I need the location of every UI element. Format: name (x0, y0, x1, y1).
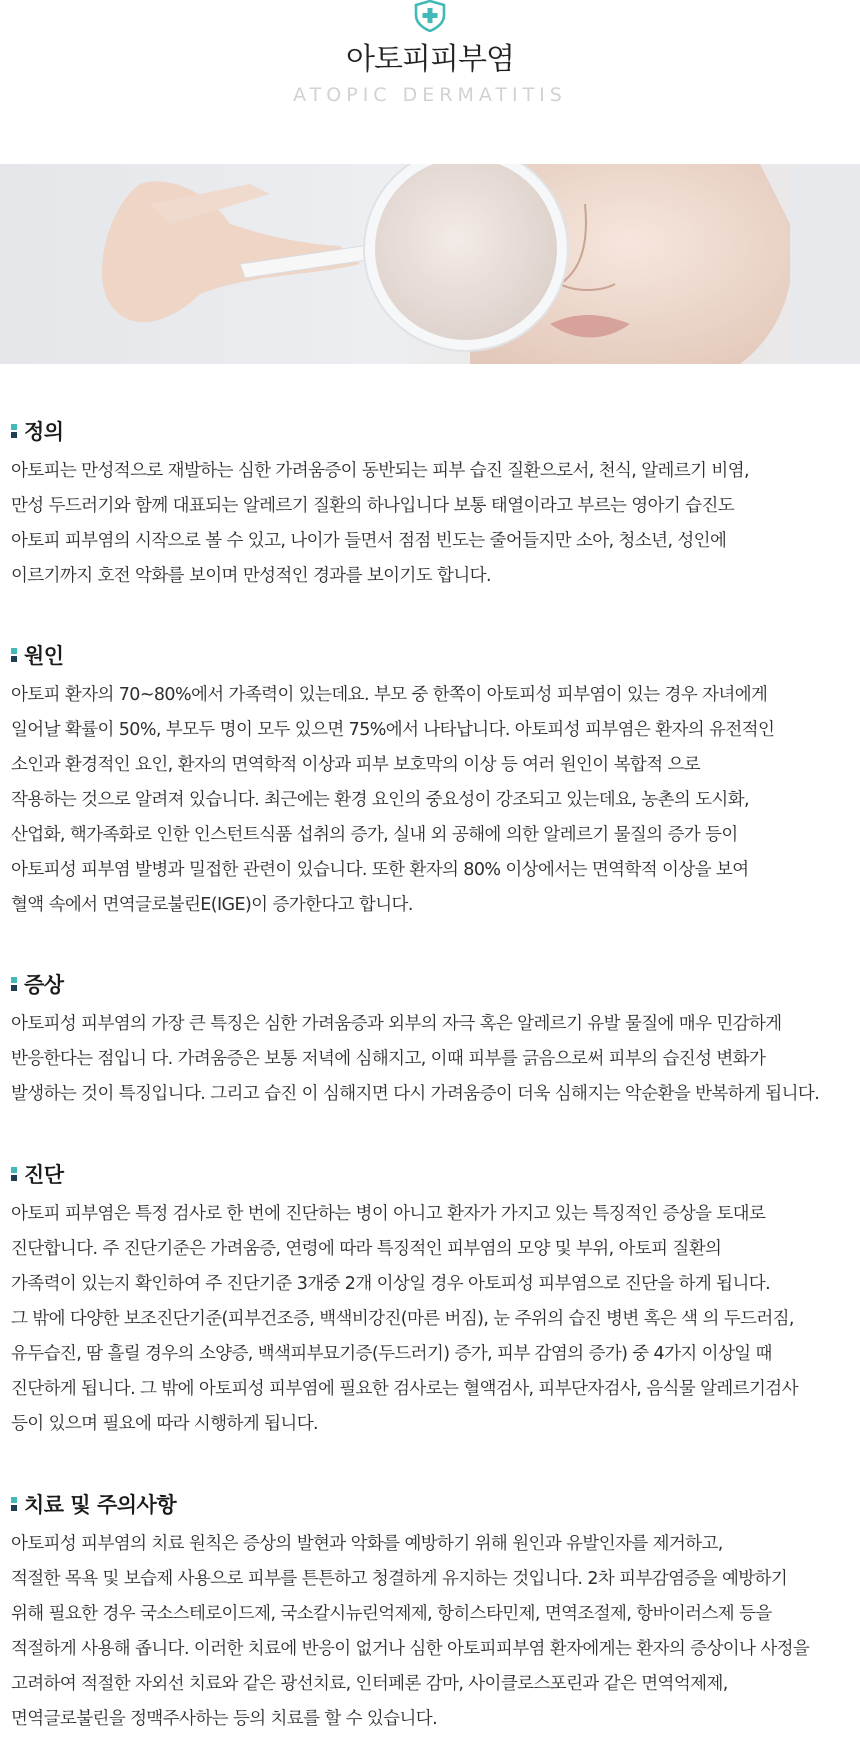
hero-image (0, 164, 860, 364)
bullet-icon (11, 1497, 17, 1511)
section-heading (11, 1489, 851, 1519)
paragraph-line: 가족력이 있는지 확인하여 주 진단기준 3개중 2개 이상일 경우 아토피성 피부염으로 진단을 하게 됩니다. (11, 1274, 771, 1294)
paragraph-line: 발생하는 것이 특징입니다. 그리고 습진 이 심해지면 다시 가려움증이 더욱 심해지는 악순환을 반복하게 됩니다. (11, 1084, 820, 1104)
paragraph-line: 등이 있으며 필요에 따라 시행하게 됩니다. (11, 1414, 318, 1434)
section-heading (11, 1159, 851, 1189)
bullet-icon (11, 648, 17, 662)
section-diagnosis (11, 1159, 851, 1442)
paragraph-line: 면역글로불린을 정맥주사하는 등의 치료를 할 수 있습니다. (11, 1709, 438, 1729)
paragraph-line: 혈액 속에서 면역글로불린E(IGE)이 증가한다고 합니다. (11, 895, 413, 915)
paragraph-line: 아토피는 만성적으로 재발하는 심한 가려움증이 동반되는 피부 습진 질환으로서, 천식, 알레르기 비염, (11, 461, 749, 481)
section-title: 증상 (24, 973, 64, 997)
paragraph-line: 일어날 확률이 50%, 부모두 명이 모두 있으면 75%에서 나타납니다. 아토피성 피부염은 환자의 유전적인 (11, 720, 775, 740)
paragraph-line: 만성 두드러기와 함께 대표되는 알레르기 질환의 하나입니다 보통 태열이라고 부르는 영아기 습진도 (11, 496, 735, 516)
paragraph-line: 적절한 목욕 및 보습제 사용으로 피부를 튼튼하고 청결하게 유지하는 것입니다. 2차 피부감염증을 예방하기 (11, 1569, 788, 1589)
section-heading (11, 640, 851, 670)
bullet-icon (11, 1167, 17, 1181)
paragraph-line: 아토피성 피부염의 가장 큰 특징은 심한 가려움증과 외부의 자극 혹은 알레르기 유발 물질에 매우 민감하게 (11, 1014, 782, 1034)
paragraph-line: 유두습진, 땀 흘릴 경우의 소양증, 백색피부묘기증(두드러기) 증가, 피부 감염의 증가) 중 4가지 이상일 때 (11, 1344, 772, 1364)
paragraph-line: 작용하는 것으로 알려져 있습니다. 최근에는 환경 요인의 중요성이 강조되고 있는데요, 농촌의 도시화, (11, 790, 749, 810)
section-heading (11, 969, 851, 999)
paragraph-line: 진단합니다. 주 진단기준은 가려움증, 연령에 따라 특징적인 피부염의 모양 및 부위, 아토피 질환의 (11, 1239, 722, 1259)
paragraph-line: 아토피 환자의 70~80%에서 가족력이 있는데요. 부모 중 한쪽이 아토피성 피부염이 있는 경우 자녀에게 (11, 685, 768, 705)
paragraph-line: 산업화, 핵가족화로 인한 인스턴트식품 섭취의 증가, 실내 외 공해에 의한 알레르기 물질의 증가 등이 (11, 825, 738, 845)
paragraph-line: 위해 필요한 경우 국소스테로이드제, 국소칼시뉴린억제제, 항히스타민제, 면역조절제, 항바이러스제 등을 (11, 1604, 772, 1624)
section-heading (11, 416, 851, 446)
paragraph-line: 그 밖에 다양한 보조진단기준(피부건조증, 백색비강진(마른 버짐), 눈 주위의 습진 병변 혹은 색 의 두드러짐, (11, 1309, 794, 1329)
bullet-icon (11, 977, 17, 991)
paragraph-line: 반응한다는 점입니 다. 가려움증은 보통 저녁에 심해지고, 이때 피부를 긁음으로써 피부의 습진성 변화가 (11, 1049, 766, 1069)
paragraph-line: 소인과 환경적인 요인, 환자의 면역학적 이상과 피부 보호막의 이상 등 여러 원인이 복합적 으로 (11, 755, 701, 775)
section-title: 원인 (24, 644, 64, 668)
section-cause (11, 640, 851, 923)
paragraph-line: 고려하여 적절한 자외선 치료와 같은 광선치료, 인터페론 감마, 사이클로스포린과 같은 면역억제제, (11, 1674, 728, 1694)
section-symptoms (11, 969, 851, 1112)
magnifying-glass-face-photo (0, 164, 860, 364)
bullet-icon (11, 424, 17, 438)
section-title: 정의 (24, 420, 64, 444)
paragraph-line: 적절하게 사용해 좁니다. 이러한 치료에 반응이 없거나 심한 아토피피부염 환자에게는 환자의 증상이나 사정을 (11, 1639, 810, 1659)
paragraph-line: 아토피 피부염의 시작으로 볼 수 있고, 나이가 들면서 점점 빈도는 줄어들지만 소아, 청소년, 성인에 (11, 531, 727, 551)
section-treatment (11, 1489, 851, 1737)
section-title: 치료 및 주의사항 (24, 1493, 177, 1517)
paragraph-line: 아토피성 피부염의 치료 원칙은 증상의 발현과 악화를 예방하기 위해 원인과 유발인자를 제거하고, (11, 1534, 723, 1554)
paragraph-line: 아토피 피부염은 특정 검사로 한 번에 진단하는 병이 아니고 환자가 가지고 있는 특징적인 증상을 토대로 (11, 1204, 766, 1224)
paragraph-line: 진단하게 됩니다. 그 밖에 아토피성 피부염에 필요한 검사로는 혈액검사, 피부단자검사, 음식물 알레르기검사 (11, 1379, 798, 1399)
section-definition (11, 416, 851, 594)
paragraph-line: 아토피성 피부염 발병과 밀접한 관련이 있습니다. 또한 환자의 80% 이상에서는 면역학적 이상을 보여 (11, 860, 749, 880)
page-title: 아토피피부염 (346, 42, 514, 77)
paragraph-line: 이르기까지 호전 악화를 보이며 만성적인 경과를 보이기도 합니다. (11, 566, 491, 586)
section-title: 진단 (24, 1163, 64, 1187)
page-subtitle: ATOPIC DERMATITIS (293, 84, 567, 106)
medical-cross-shield-icon (413, 0, 447, 32)
